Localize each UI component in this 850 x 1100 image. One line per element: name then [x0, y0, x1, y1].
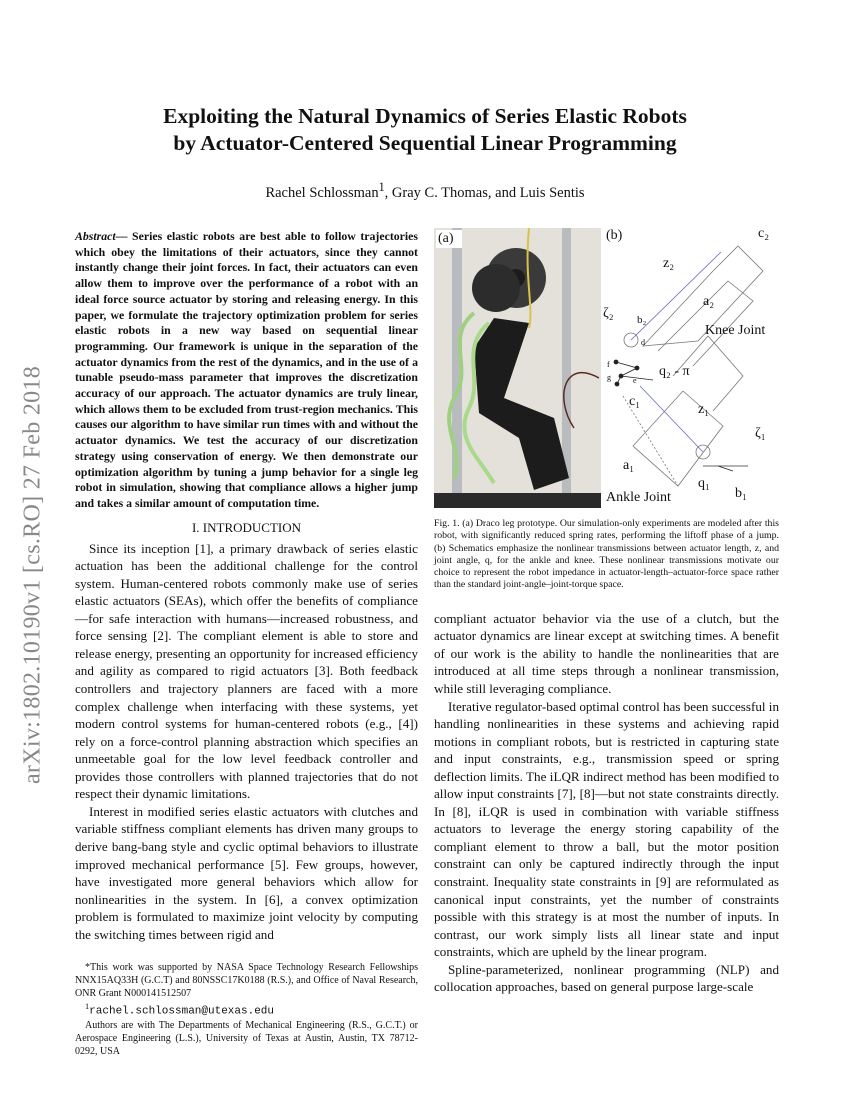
label-f: f [607, 360, 610, 369]
email-sup: 1 [85, 1002, 90, 1012]
label-ankle-joint: Ankle Joint [606, 490, 671, 505]
author-rest: , Gray C. Thomas, and Luis Sentis [384, 184, 585, 201]
paragraph: Spline-parameterized, nonlinear programming (NLP) and collocation approaches, based on general purpose large-scale [434, 961, 779, 995]
email-footnote [75, 1000, 418, 1018]
label-a2: a₂ [703, 294, 715, 309]
left-column-body [75, 540, 418, 944]
figure-label-a: (a) [438, 231, 454, 246]
label-c1: c₁ [629, 394, 641, 409]
label-b2: b₂ [637, 314, 647, 326]
joint-schematic [603, 226, 781, 510]
funding-footnote: *This work was supported by NASA Space Technology Research Fellowships NNX15AQ33H (G.C.T) and 80NSSC17K0188 (R.S.), and Office of Naval Research, ONR Grant N000141512507 [75, 962, 418, 1000]
label-g: g [607, 373, 611, 382]
abstract-label: Abstract [75, 229, 116, 243]
paragraph: Since its inception [1], a primary drawback of series elastic actuation has been the additional challenge for the control system. Human-centered robots commonly make use of series elastic actuators (SEAs), which offer the benefits of compliance—for safe interaction with humans—increased robustness, and force sensing [2]. The compliant element is able to store and release energy, presenting an opportunity for increased efficiency and agility as compared to rigid actuators [3]. Both feedback controllers and trajectory planners are faced with a more complex challenge when interfacing with these systems, yet modern control systems for human-centered robots (e.g., [4]) rely on a force-control planning abstraction which specifies an unmeetable goal for the low level feedback controller and provides those controllers with planned trajectories that do not respect their dynamic limitations. [75, 540, 418, 802]
paragraph: compliant actuator behavior via the use of a clutch, but the actuator dynamics are linear except at switching times. A benefit of our work is the ability to handle the nonlinearities that are introduced at all time steps through a nonlinear transmission, while still leveraging compliance. [434, 610, 779, 696]
footnotes [75, 961, 418, 1057]
paragraph: Interest in modified series elastic actuators with clutches and variable stiffness compliant elements has driven many groups to derive bang-bang style and cyclic optimal behaviors to illustrate improved mechanical performance [5]. Few groups, however, have investigated more general behaviors which allow for nonlinearities in the system. In [6], a convex optimization problem is formulated to maximize joint velocity by computing the switching times between rigid and [75, 803, 418, 942]
right-column-body [434, 610, 779, 996]
affiliation-footnote: Authors are with The Departments of Mechanical Engineering (R.S., G.C.T.) or Aerospace Engineering (L.S.), University of Texas at Austin, Austin, TX 78712-0292, USA [75, 1019, 418, 1057]
authors [0, 180, 850, 202]
left-column [75, 229, 418, 1058]
paragraph: Iterative regulator-based optimal control has been successful in handling nonlinearities in these systems and achieving rapid motions in compliant robots, but is restricted in capturing state and input constraints, e.g., transmission speed or spring deflection limits. The iLQR indirect method has been modified to allow input constraints [7], [8]—but not state constraints directly. In [8], iLQR is used in combination with variable stiffness actuators to leverage the energy storing capability of the compliant element to throw a ball, but the motor position constraint can only be captured indirectly through the input constraint. Inequality state constraints in [9] are reformulated as canonical input constraints, yet the number of constraints possible with this strategy is at most the number of inputs. In contrast, our work simply lists all linear state and input constraints, which are upheld by the linear program. [434, 698, 779, 960]
robot-photo-illustration [434, 228, 601, 508]
section-heading: I. INTRODUCTION [191, 519, 302, 535]
right-column [434, 518, 779, 996]
abstract-text: — Series elastic robots are best able to follow trajectories which obey the limitations of their actuators, since they cannot instantly change their joint forces. In fact, their actuators can even allow them to improve over the performance of a robot with an ideal force source actuator by storing and releasing energy. In this paper, we formulate the trajectory optimization problem for series elastic robots in a new way based on sequential linear programming. Our framework is unique in the separation of the actuator dynamics from the rest of the dynamics, and in the use of a tunable pseudo-mass parameter that improves the discretization accuracy of our approach. The actuator dynamics are truly linear, which allows them to be excluded from trust-region mechanics. This causes our algorithm to have similar run times with and without the actuator dynamics. We test the accuracy of our discretization strategy using conservation of energy. We then demonstrate our optimization algorithm by tuning a jump behavior for a single leg robot in simulation, showing that compliance allows a higher jump and takes a similar amount of computation time. [75, 229, 418, 510]
label-c2: c₂ [758, 226, 770, 241]
label-q1: q₁ [698, 476, 710, 491]
label-b1: b₁ [735, 486, 747, 501]
author-first: Rachel Schlossman [265, 184, 379, 201]
title-line-1: Exploiting the Natural Dynamics of Series Elastic Robots [163, 104, 687, 128]
label-q2: q₂ - π [659, 364, 690, 379]
author-affil-sup: 1 [378, 180, 385, 194]
label-z2: z₂ [663, 256, 675, 271]
label-zeta2: ζ₂ [603, 306, 614, 321]
label-a1: a₁ [623, 458, 635, 473]
label-d: d [641, 338, 645, 347]
label-z1: z₁ [698, 402, 710, 417]
robot-photo [434, 228, 601, 508]
label-knee-joint: Knee Joint [705, 323, 766, 338]
label-e: e [633, 376, 637, 385]
arxiv-identifier: arXiv:1802.10190v1 [cs.RO] 27 Feb 2018 [19, 365, 46, 785]
author-email: rachel.schlossman@utexas.edu [89, 1005, 275, 1018]
figure-label-b: (b) [606, 228, 623, 243]
label-zeta1: ζ₁ [755, 426, 766, 441]
figure-caption: Fig. 1. (a) Draco leg prototype. Our simulation-only experiments are modeled after this robot, with significantly reduced spring rates, performing the liftoff phase of a jump. (b) Schematics emphasize the nonlinear transmissions between actuator length, z, and joint angle, q, for the ankle and knee. These nonlinear transmissions motivate our choice to represent the robot impedance in actuator-length–actuator-force space rather than the standard joint-angle–joint-torque space. [434, 518, 779, 591]
abstract [75, 229, 418, 512]
title-line-2: by Actuator-Centered Sequential Linear Programming [173, 131, 677, 155]
paper-title [0, 103, 850, 157]
